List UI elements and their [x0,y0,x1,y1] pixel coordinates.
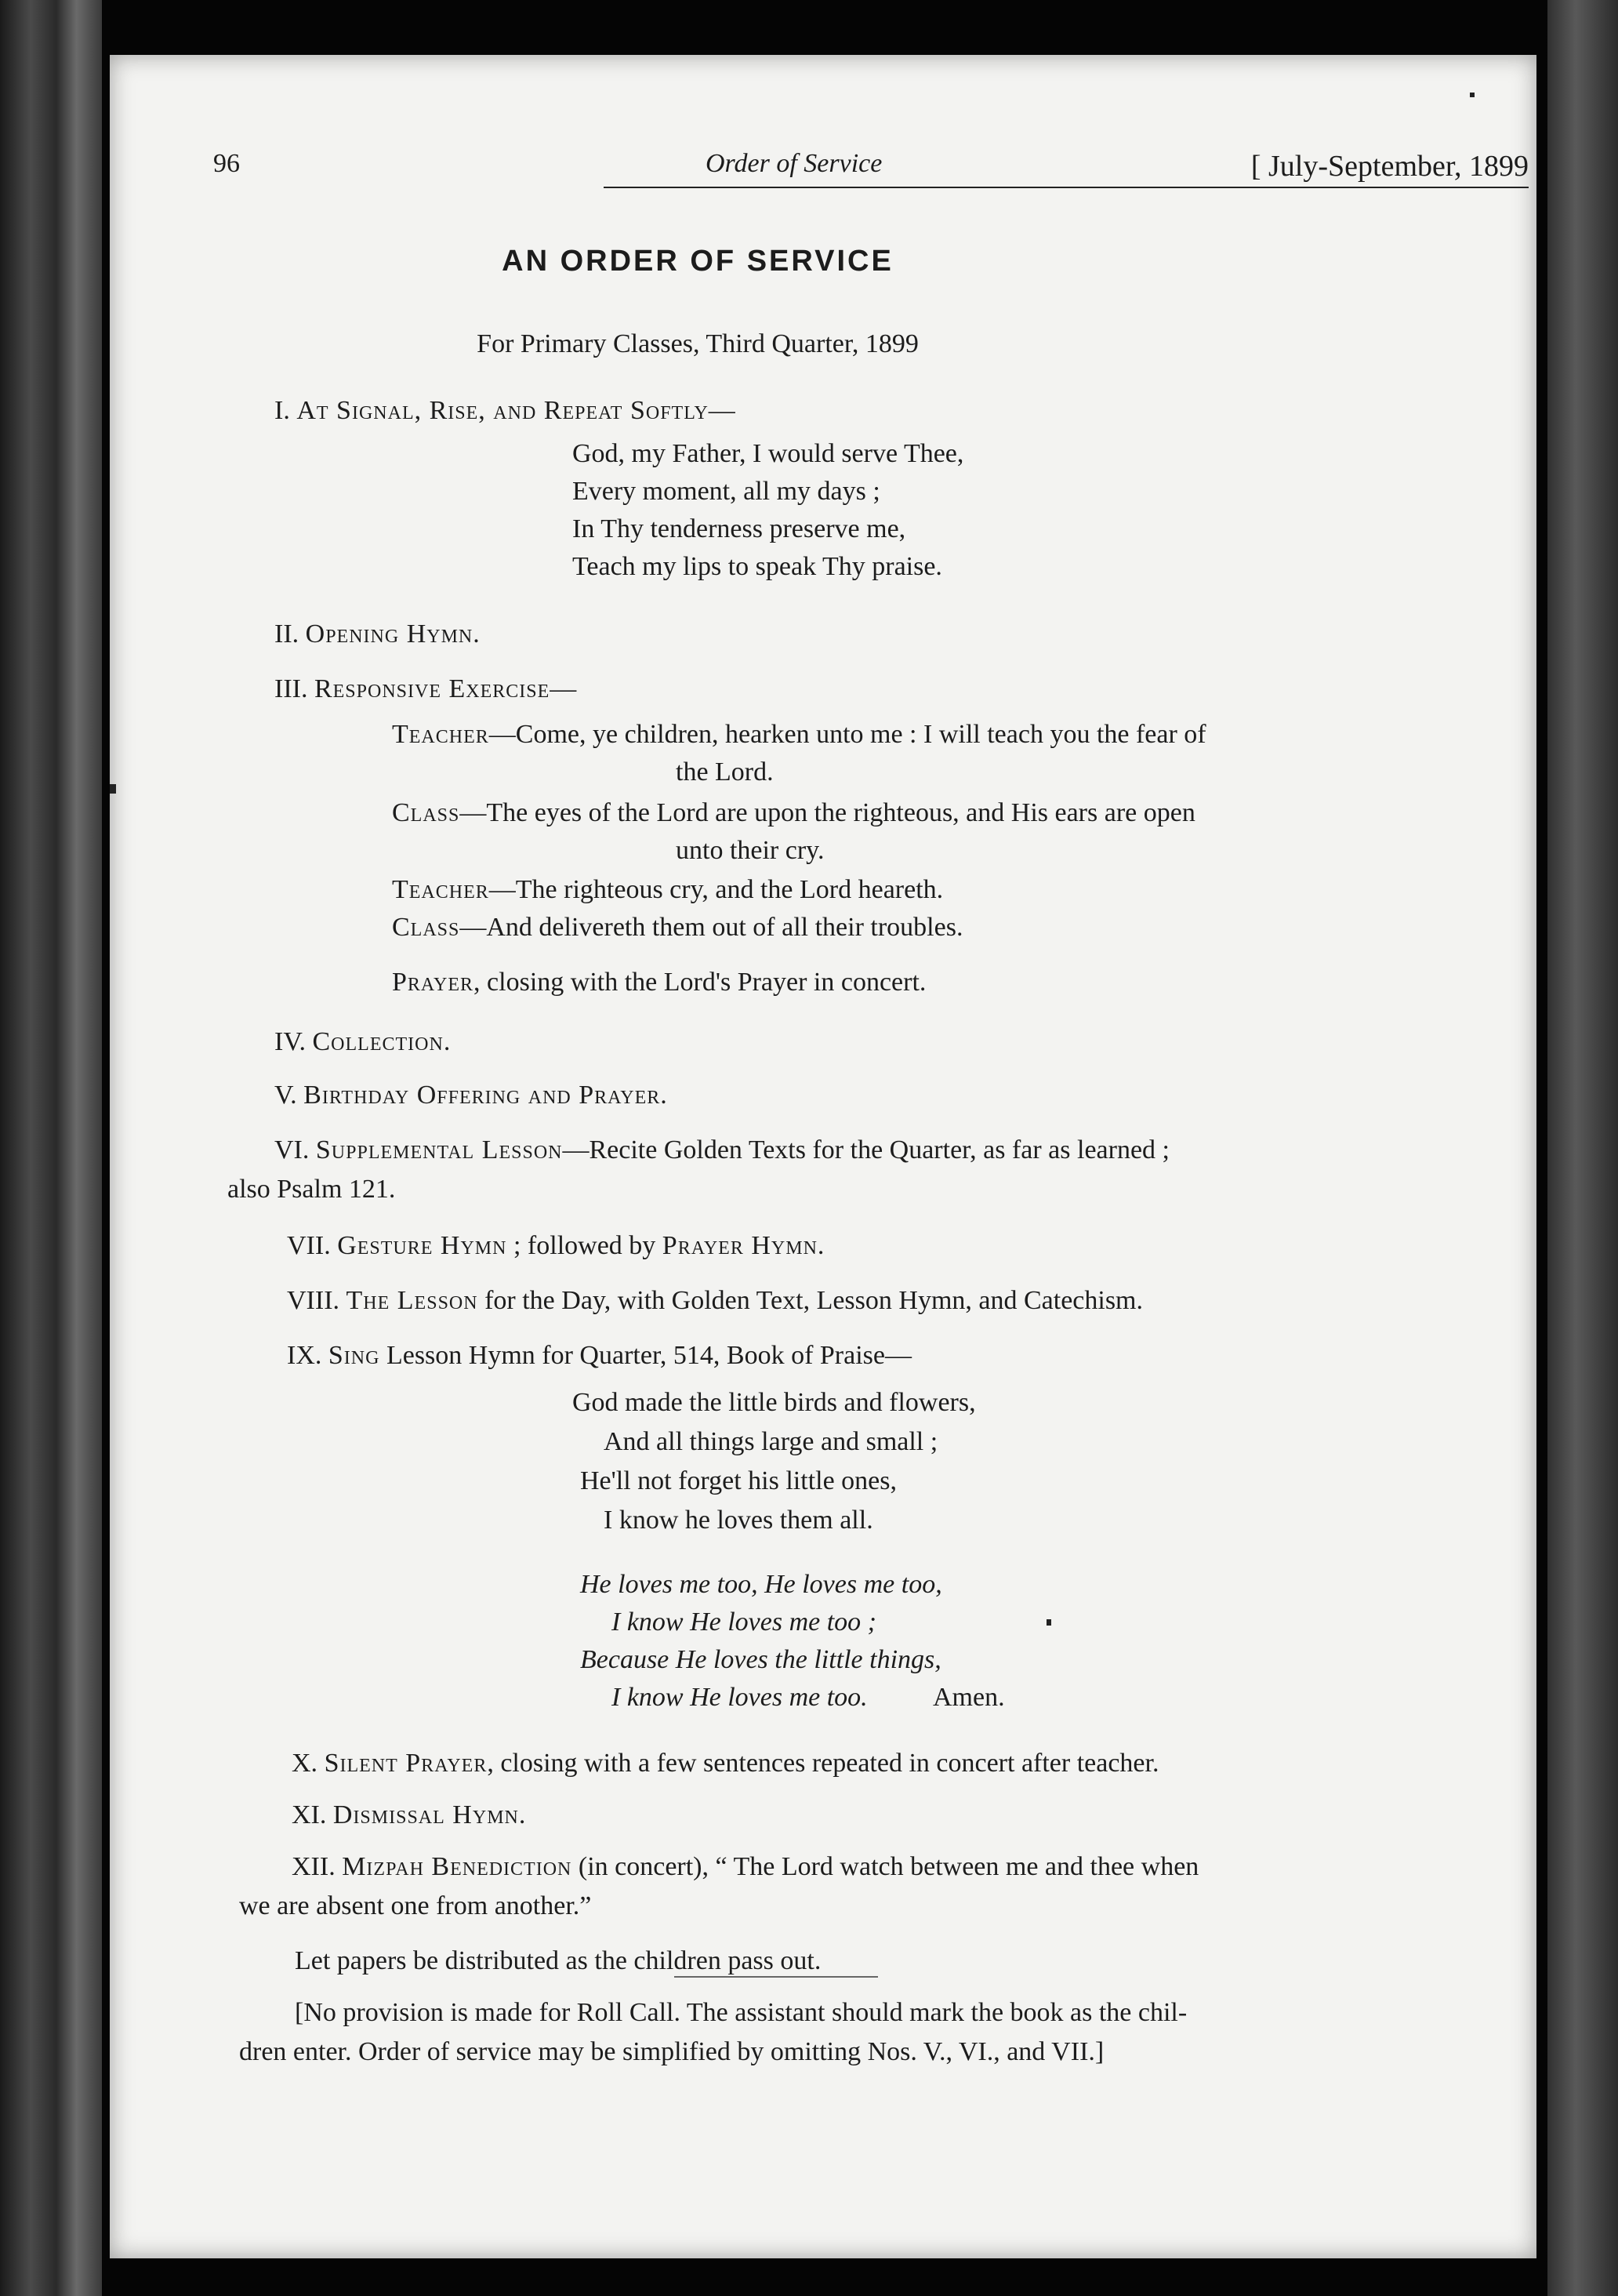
speaker-label: Teacher [392,875,489,904]
responsive-text: —The righteous cry, and the Lord heareth. [488,875,944,904]
item-heading: The Lesson [346,1286,478,1315]
chorus-line: Because He loves the little things, [580,1645,941,1674]
item-xii [292,1852,1199,1882]
item-iii [274,674,577,704]
item-heading: Gesture Hymn [337,1231,507,1260]
verse-line: And all things large and small ; [604,1427,938,1456]
item-number: VI. [274,1135,310,1164]
item-number: X. [292,1749,318,1778]
item-ii [274,619,481,649]
responsive-line [392,720,1206,750]
item-i [274,396,736,426]
running-date: [ July-September, 1899 [1250,150,1529,183]
chorus-line: He loves me too, He loves me too, [580,1570,942,1599]
verse-line: Every moment, all my days ; [572,477,880,506]
page-number: 96 [213,149,240,178]
responsive-line [392,798,1195,828]
verse-line: I know he loves them all. [604,1506,873,1535]
verse-line: In Thy tenderness preserve me, [572,514,906,543]
running-title: Order of Service [706,149,883,178]
item-heading: Silent Prayer [324,1749,488,1778]
speaker-label: Teacher [392,720,489,749]
header-rule [604,187,1529,188]
prayer-line [392,968,926,997]
page-title: AN ORDER OF SERVICE [502,245,894,278]
item-cont: we are absent one from another.” [239,1891,592,1920]
item-heading: Birthday Offering and Prayer. [303,1081,668,1110]
item-heading: Opening Hymn. [305,619,481,648]
item-heading: Mizpah Benediction [342,1852,572,1881]
item-viii [287,1286,1143,1316]
chorus-line: I know He loves me too. [611,1683,868,1712]
item-text: , closing with a few sentences repeated in concert after teacher. [487,1749,1159,1778]
speaker-label: Class [392,913,460,942]
responsive-text: —And delivereth them out of all their troubles. [459,913,963,942]
responsive-cont: unto their cry. [676,836,825,865]
note-line: [No provision is made for Roll Call. The assistant should mark the book as the chil- [295,1998,1188,2027]
speaker-label: Class [392,798,460,827]
item-ix [287,1341,912,1371]
responsive-cont: the Lord. [676,757,774,787]
responsive-text: —Come, ye children, hearken unto me : I will teach you the fear of [488,720,1206,749]
page [110,55,1536,2258]
item-number: XI. [292,1800,327,1829]
item-v [274,1081,668,1110]
item-xi [292,1800,526,1830]
closing-instruction: Let papers be distributed as the children pass out. [295,1946,822,1975]
item-text: —Recite Golden Texts for the Quarter, as far as learned ; [562,1135,1170,1164]
item-heading: Responsive Exercise— [314,674,578,703]
verse-line: He'll not forget his little ones, [580,1466,897,1495]
item-heading: Dismissal Hymn. [332,1800,527,1829]
scan-speck [1047,1619,1051,1626]
item-number: III. [274,674,308,703]
item-heading: Collection. [312,1027,452,1056]
item-text: Lesson Hymn for Quarter, 514, Book of Praise— [379,1341,912,1370]
item-x [292,1749,1159,1778]
item-heading-2: Prayer Hymn. [662,1231,825,1260]
chorus-line: I know He loves me too ; [611,1608,877,1637]
item-number: IV. [274,1027,306,1056]
page-subtitle: For Primary Classes, Third Quarter, 1899 [477,329,919,358]
amen: Amen. [933,1683,1005,1712]
item-number: I. [274,396,290,425]
verse-line: God made the little birds and flowers, [572,1388,976,1417]
verse-line: God, my Father, I would serve Thee, [572,439,964,468]
item-cont: also Psalm 121. [227,1175,396,1204]
item-number: VII. [287,1231,331,1260]
scan-speck [1470,93,1475,97]
scan-speck [110,784,116,794]
prayer-label: Prayer [392,968,474,997]
item-iv [274,1027,451,1057]
item-number: VIII. [287,1286,340,1315]
item-number: II. [274,619,299,648]
note-line: dren enter. Order of service may be simplified by omitting Nos. V., VI., and VII.] [239,2037,1105,2066]
item-text: for the Day, with Golden Text, Lesson Hymn, and Catechism. [477,1286,1143,1315]
responsive-line [392,913,963,943]
item-number: XII. [292,1852,336,1881]
item-vii [287,1231,825,1261]
item-text: ; followed by [506,1231,662,1260]
item-heading: At Signal, Rise, and Repeat Softly— [296,396,736,425]
item-number: IX. [287,1341,322,1370]
item-heading: Sing [328,1341,380,1370]
book-spine-left [0,0,102,2296]
responsive-text: —The eyes of the Lord are upon the righteous, and His ears are open [459,798,1195,827]
prayer-text: , closing with the Lord's Prayer in concert. [473,968,927,997]
responsive-line [392,875,943,905]
item-vi [274,1135,1170,1165]
divider-rule [674,1976,878,1978]
verse-line: Teach my lips to speak Thy praise. [572,552,942,581]
book-edge-right [1547,0,1618,2296]
item-number: V. [274,1081,297,1110]
item-heading: Supplemental Lesson [315,1135,563,1164]
item-text: (in concert), “ The Lord watch between me and thee when [571,1852,1199,1881]
